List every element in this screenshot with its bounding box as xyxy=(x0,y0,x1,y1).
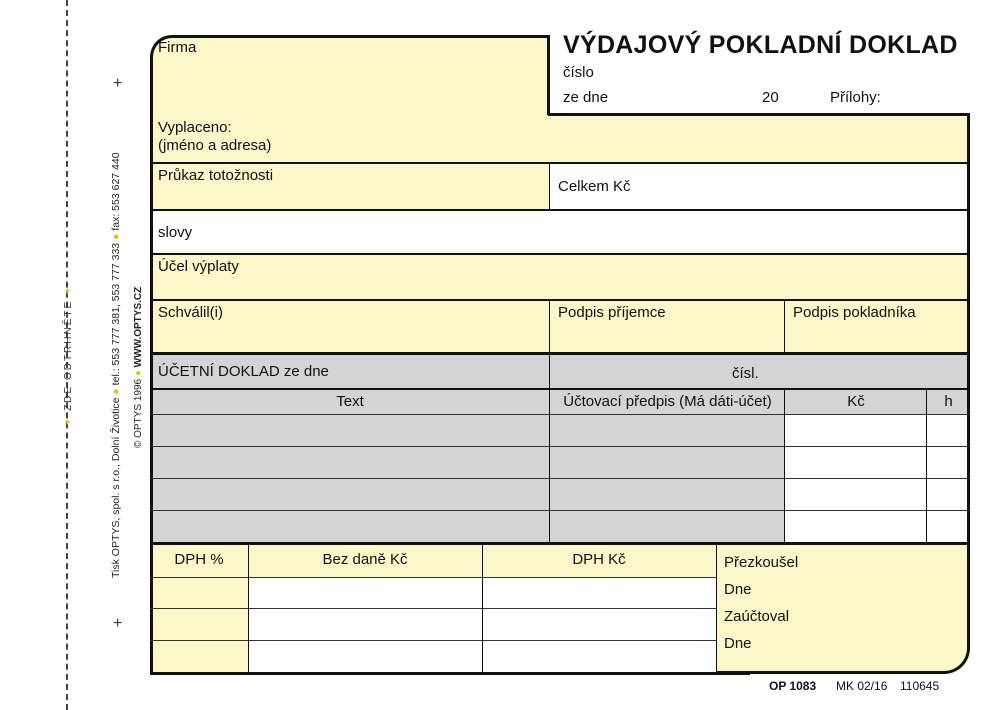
accounting-label: ÚČETNÍ DOKLAD ze dne xyxy=(158,363,329,380)
divider xyxy=(150,640,716,641)
recipient-signature-label: Podpis příjemce xyxy=(558,304,666,321)
approved-label: Schválil(i) xyxy=(158,304,224,321)
form-code: OP 1083 xyxy=(769,679,817,693)
divider xyxy=(784,300,785,353)
col-text-header: Text xyxy=(150,389,550,414)
review-panel[interactable] xyxy=(716,545,970,672)
document-title: VÝDAJOVÝ POKLADNÍ DOKLAD xyxy=(563,31,958,59)
divider xyxy=(150,542,970,545)
reviewed-by-label: Přezkoušel xyxy=(724,554,799,571)
divider xyxy=(150,388,970,390)
divider xyxy=(784,389,785,543)
divider xyxy=(482,545,483,672)
col-czk-header: Kč xyxy=(785,389,927,414)
divider xyxy=(248,545,249,672)
vat-rate-cells[interactable] xyxy=(150,577,248,672)
divider xyxy=(150,414,970,415)
approved-field[interactable] xyxy=(150,300,550,353)
year-label: 20 xyxy=(762,89,779,106)
firma-field[interactable] xyxy=(150,35,550,115)
right-border xyxy=(967,113,970,643)
header-divider xyxy=(548,113,970,116)
in-words-field[interactable] xyxy=(150,210,970,254)
divider xyxy=(150,577,716,578)
attachments-label: Přílohy: xyxy=(830,89,881,106)
cash-voucher-form xyxy=(150,35,970,674)
posted-by-label: Zaúčtoval xyxy=(724,608,790,625)
bottom-border xyxy=(150,672,750,675)
vat-rate-header: DPH % xyxy=(150,545,248,577)
accounting-header xyxy=(150,353,970,389)
tear-here-label: ✦ ZDE ODTRHNĚTE ✦ xyxy=(63,284,74,426)
divider xyxy=(150,352,970,355)
review-date-label: Dne xyxy=(724,581,752,598)
divider xyxy=(549,163,550,210)
divider xyxy=(549,300,550,543)
col-h-header: h xyxy=(927,389,970,414)
name-address-label: (jméno a adresa) xyxy=(158,137,272,154)
divider xyxy=(150,510,970,511)
total-label: Celkem Kč xyxy=(558,178,631,195)
firma-label: Firma xyxy=(158,39,197,56)
printer-imprint: Tisk OPTYS, spol. s r.o., Dolní Životice ● tel.: 553 777 381, 553 777 333 ● fax: 553 627 440 xyxy=(110,152,122,578)
form-number: 110645 xyxy=(900,679,940,693)
divider xyxy=(150,253,970,255)
left-border xyxy=(150,75,153,674)
divider xyxy=(150,299,970,301)
purpose-field[interactable] xyxy=(150,254,970,300)
number-label: číslo xyxy=(563,64,594,81)
divider xyxy=(150,608,716,609)
registration-mark-bottom: + xyxy=(113,615,123,632)
total-field[interactable] xyxy=(550,163,970,210)
accounting-number-label: čísl. xyxy=(732,365,759,382)
divider xyxy=(150,478,970,479)
vat-amount-header: DPH Kč xyxy=(482,545,716,577)
divider xyxy=(926,389,927,543)
col-posting-header: Účtovací předpis (Má dáti-účet) xyxy=(550,389,785,414)
divider xyxy=(150,446,970,447)
form-mk: MK 02/16 xyxy=(836,679,888,693)
printer-web: © OPTYS 1996 ● WWW.OPTYS.CZ xyxy=(133,286,144,448)
id-card-label: Průkaz totožnosti xyxy=(158,167,274,184)
in-words-label: slovy xyxy=(158,224,193,241)
cashier-signature-label: Podpis pokladníka xyxy=(793,304,916,321)
divider xyxy=(150,162,970,164)
id-card-field[interactable] xyxy=(150,163,550,210)
net-amount-header: Bez daně Kč xyxy=(248,545,482,577)
divider xyxy=(716,545,717,672)
purpose-label: Účel výplaty xyxy=(158,258,239,275)
divider xyxy=(150,209,970,211)
recipient-signature-field[interactable] xyxy=(550,300,785,353)
date-label: ze dne xyxy=(563,89,609,106)
cashier-signature-field[interactable] xyxy=(785,300,970,353)
registration-mark-top: + xyxy=(113,75,123,92)
vyplaceno-field[interactable] xyxy=(150,115,970,163)
vyplaceno-label: Vyplaceno: xyxy=(158,119,232,136)
posting-date-label: Dne xyxy=(724,635,752,652)
